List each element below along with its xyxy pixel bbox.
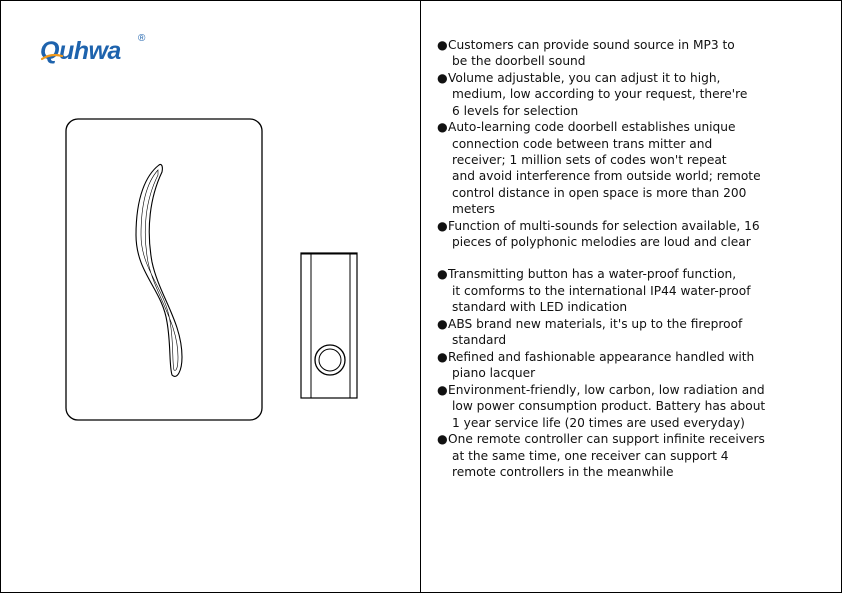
registered-mark: ® — [138, 33, 146, 44]
feature-item-environment — [437, 382, 837, 431]
feature-line: connection code between trans mitter and — [452, 136, 713, 151]
feature-line: 6 levels for selection — [452, 103, 579, 118]
feature-item-mp3 — [437, 37, 837, 70]
feature-line: Function of multi-sounds for selection available, 16 — [448, 218, 760, 233]
feature-line: it comforms to the international IP44 water-proof — [452, 283, 751, 298]
receiver-doorbell-illustration — [64, 117, 264, 422]
brand-logo — [40, 33, 146, 65]
feature-item-appearance — [437, 349, 837, 382]
feature-line: medium, low according to your request, there're — [452, 87, 748, 102]
feature-item-abs-materials — [437, 316, 837, 349]
feature-line: Customers can provide sound source in MP3 to — [448, 38, 735, 52]
feature-line: ABS brand new materials, it's up to the fireproof — [448, 316, 743, 331]
feature-line: low power consumption product. Battery has about — [452, 399, 766, 414]
bullet-icon: ● — [437, 71, 448, 86]
feature-line: Refined and fashionable appearance handled with — [448, 349, 755, 364]
bullet-icon: ● — [437, 382, 448, 397]
feature-item-multi-sounds — [437, 218, 837, 251]
feature-line: at the same time, one receiver can support 4 — [452, 448, 729, 463]
feature-line: and avoid interference from outside world; remote — [452, 169, 761, 184]
feature-line: pieces of polyphonic melodies are loud and clear — [452, 235, 751, 250]
feature-item-remote-controllers — [437, 431, 837, 480]
bullet-icon: ● — [437, 267, 448, 282]
bullet-icon: ● — [437, 120, 448, 135]
feature-item-water-proof — [437, 266, 837, 315]
transmitter-push-button-illustration — [300, 252, 360, 400]
feature-line: 1 year service life (20 times are used everyday) — [452, 415, 745, 430]
feature-line: standard with LED indication — [452, 299, 628, 314]
bullet-icon: ● — [437, 38, 448, 52]
feature-line: One remote controller can support infinite receivers — [448, 432, 765, 447]
feature-line: control distance in open space is more than 200 — [452, 185, 747, 200]
feature-line: receiver; 1 million sets of codes won't repeat — [452, 153, 727, 168]
feature-line: meters — [452, 201, 496, 216]
feature-line: Auto-learning code doorbell establishes unique — [448, 120, 736, 135]
feature-line: Transmitting button has a water-proof function, — [448, 267, 737, 282]
center-divider — [420, 0, 421, 593]
feature-line: piano lacquer — [452, 366, 536, 381]
feature-line: be the doorbell sound — [452, 54, 586, 69]
feature-line: standard — [452, 333, 507, 348]
feature-line: Volume adjustable, you can adjust it to high, — [448, 71, 721, 86]
feature-line: remote controllers in the meanwhile — [452, 464, 674, 479]
bullet-icon: ● — [437, 432, 448, 447]
feature-item-auto-learning — [437, 119, 837, 217]
feature-line: Environment-friendly, low carbon, low radiation and — [448, 382, 765, 397]
feature-list — [437, 37, 837, 481]
bullet-icon: ● — [437, 316, 448, 331]
feature-item-volume — [437, 70, 837, 119]
bullet-icon: ● — [437, 349, 448, 364]
bullet-icon: ● — [437, 218, 448, 233]
logo-swoosh-icon — [41, 51, 63, 61]
brand-logo-text: Quhwa — [40, 37, 121, 65]
